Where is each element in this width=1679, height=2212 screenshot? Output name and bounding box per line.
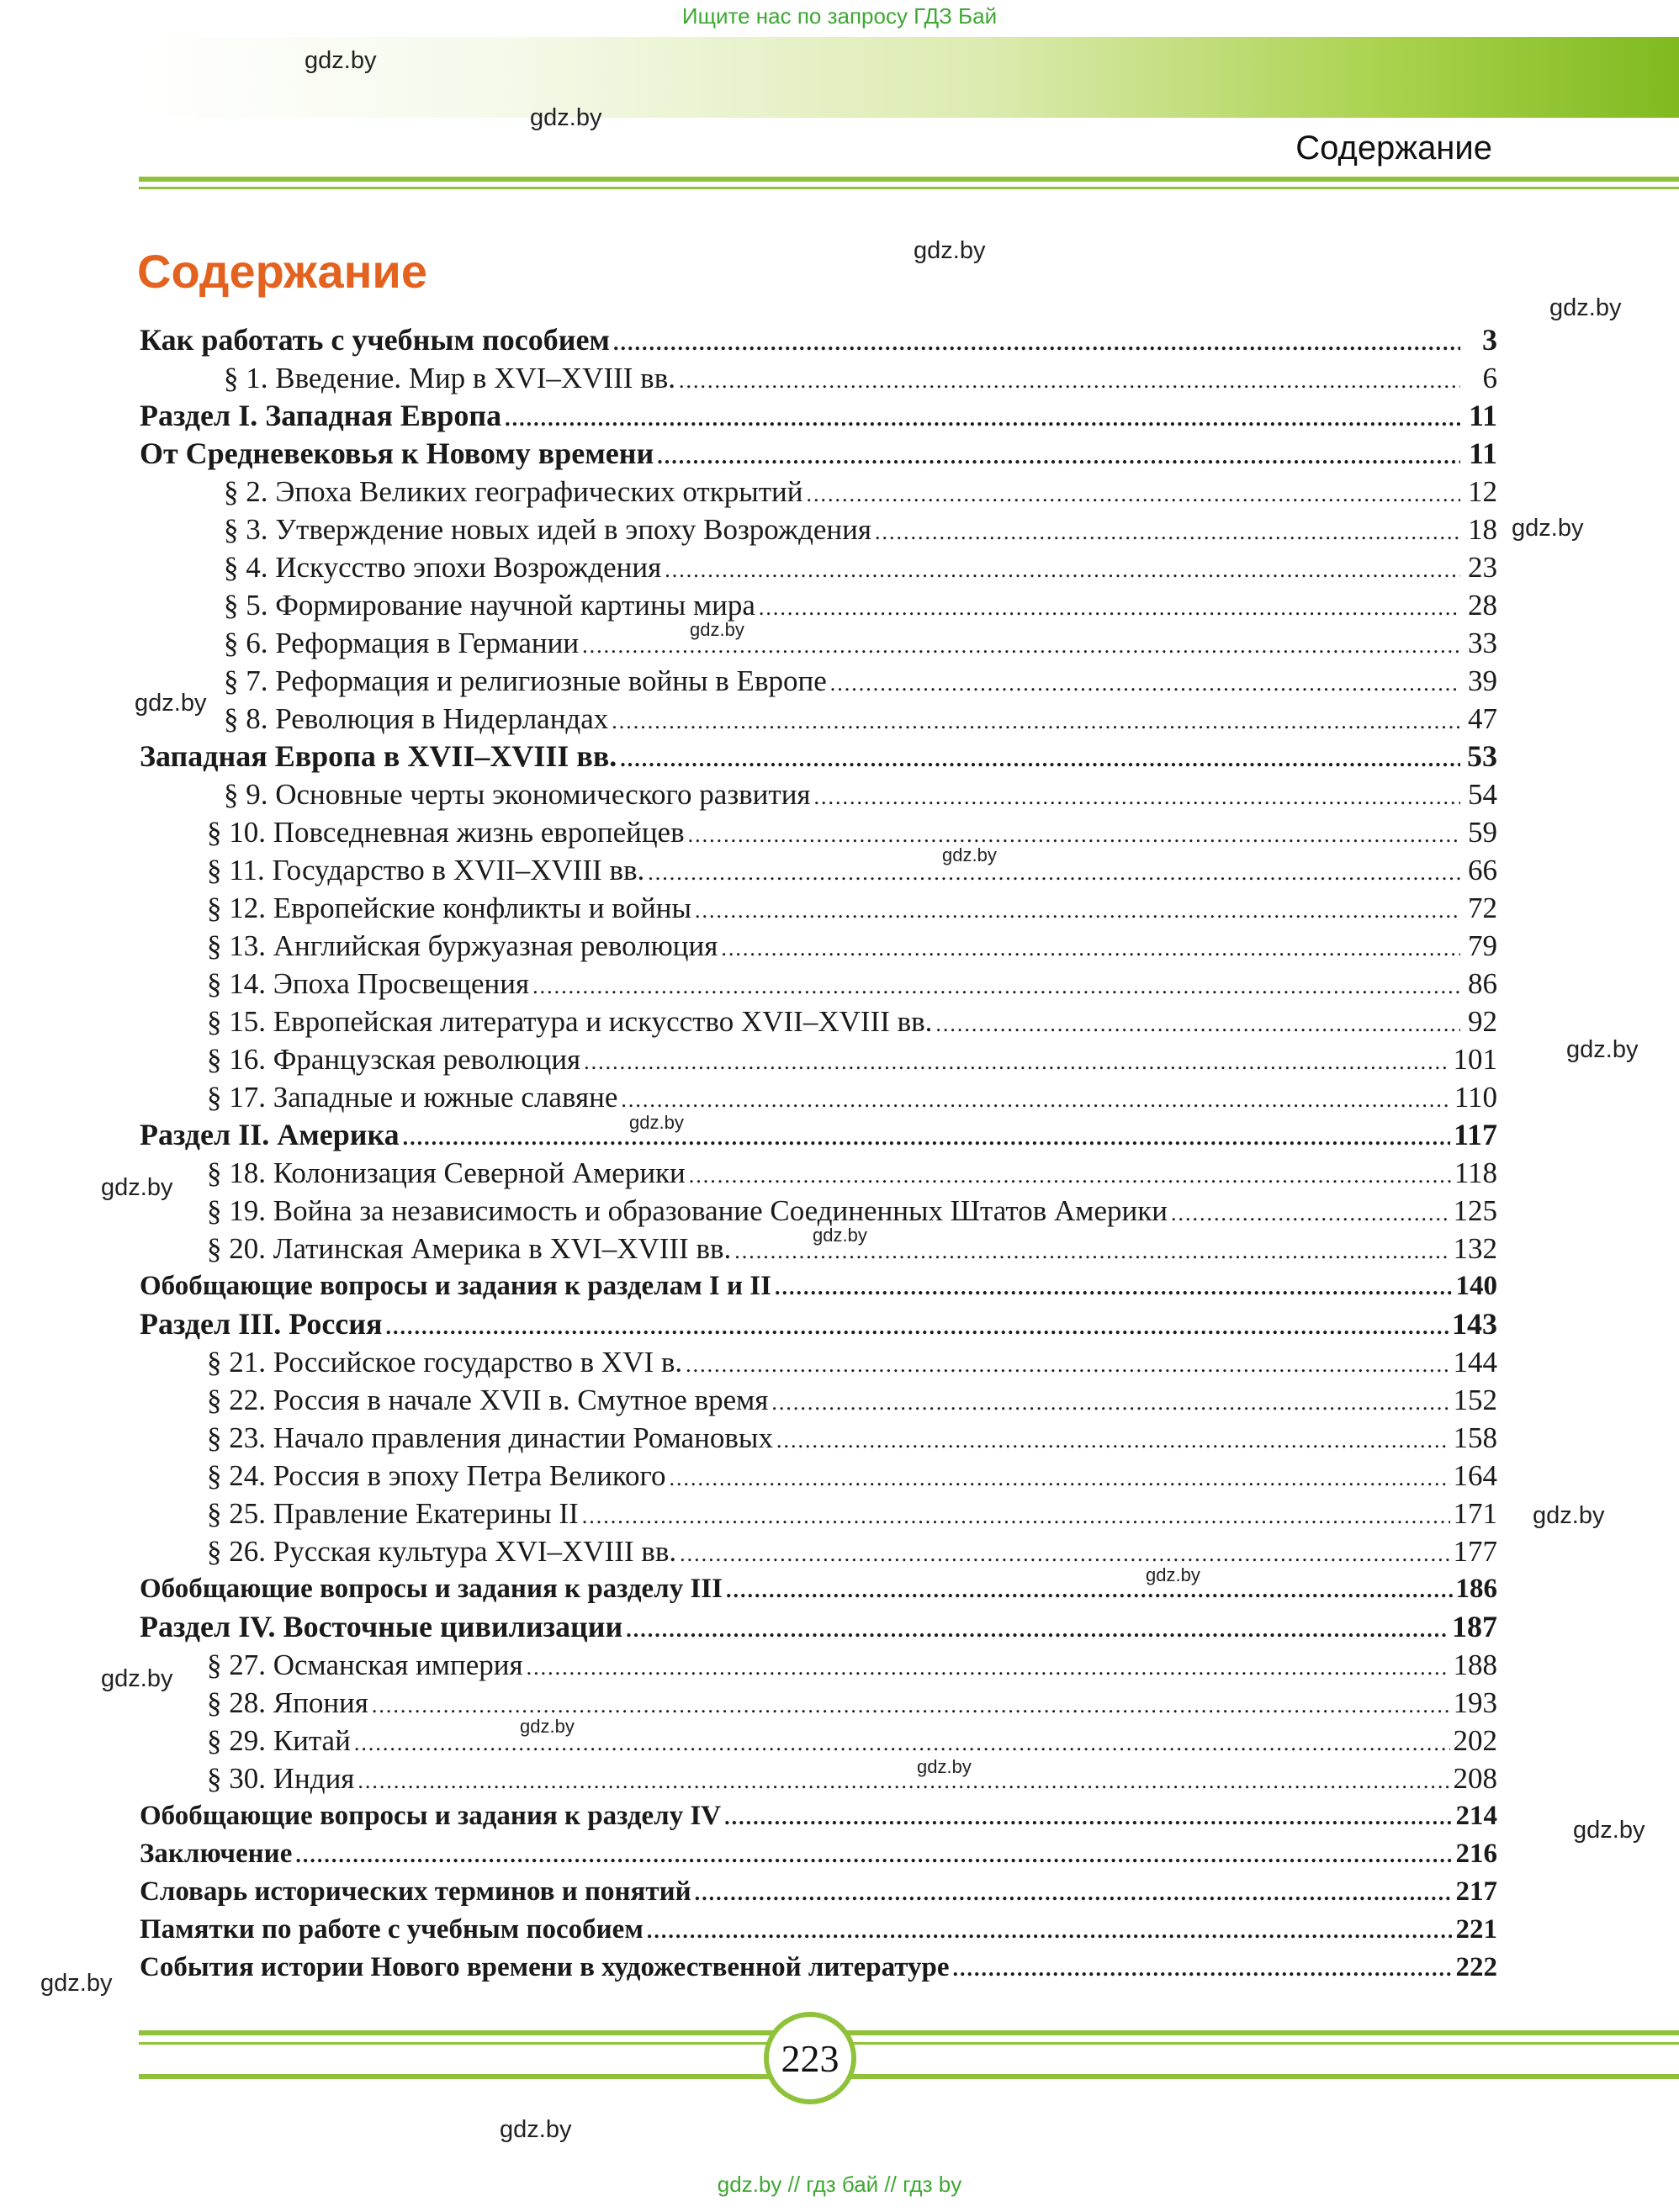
watermark: gdz.by [629, 1112, 684, 1133]
toc-entry-page: 143 [1452, 1307, 1497, 1341]
top-banner[interactable]: Ищите нас по запросу ГДЗ Бай [681, 3, 998, 29]
toc-entry-page: 164 [1453, 1459, 1497, 1492]
toc-entry-label: § 18. Колонизация Северной Америки [207, 1156, 686, 1189]
toc-entry[interactable] [140, 1116, 1497, 1154]
toc-entry-label: § 14. Эпоха Просвещения [207, 967, 530, 1000]
toc-entry-page: 12 [1468, 475, 1497, 508]
toc-entry[interactable] [207, 889, 1497, 927]
toc-entry-label: § 9. Основные черты экономического развития [224, 778, 811, 811]
toc-entry-page: 39 [1468, 664, 1497, 697]
toc-entry-label: § 27. Османская империя [207, 1648, 523, 1681]
toc-entry[interactable] [207, 1722, 1497, 1760]
toc-entry[interactable] [224, 586, 1497, 624]
watermark: gdz.by [1573, 1817, 1645, 1844]
toc-entry[interactable] [224, 359, 1497, 397]
toc-entry-label: § 20. Латинская Америка в XVI–XVIII вв. [207, 1232, 732, 1265]
toc-entry-page: 222 [1455, 1952, 1497, 1982]
toc-entry[interactable] [207, 1760, 1497, 1797]
toc-entry-page: 202 [1453, 1724, 1497, 1757]
toc-entry-label: § 6. Реформация в Германии [224, 627, 580, 659]
toc-entry-label: Как работать с учебным пособием [140, 323, 610, 357]
watermark: gdz.by [942, 844, 997, 865]
toc-entry-page: 140 [1455, 1271, 1497, 1301]
toc-entry-label: § 22. Россия в начале XVII в. Смутное время [207, 1384, 769, 1416]
watermark: gdz.by [500, 2116, 572, 2143]
toc-title: Содержание [137, 245, 427, 298]
header-rule [139, 177, 1679, 182]
toc-entry-label: § 23. Начало правления династии Романовых [207, 1421, 773, 1454]
toc-entry-page: 110 [1454, 1081, 1497, 1114]
toc-entry-label: § 5. Формирование научной картины мира [224, 589, 755, 622]
toc-entry-label: § 12. Европейские конфликты и войны [207, 892, 692, 924]
toc-entry[interactable] [207, 1230, 1497, 1267]
toc-entry-page: 72 [1468, 892, 1497, 924]
watermark: gdz.by [135, 690, 207, 717]
toc-entry-label: § 13. Английская буржуазная революция [207, 929, 718, 962]
toc-entry-label: § 4. Искусство эпохи Возрождения [224, 551, 662, 584]
toc-entry-label: § 17. Западные и южные славяне [207, 1081, 618, 1114]
toc-entry-label: § 10. Повседневная жизнь европейцев [207, 816, 685, 849]
toc-entry-page: 101 [1453, 1043, 1497, 1076]
toc-entry-label: § 3. Утверждение новых идей в эпоху Возрождения [224, 513, 871, 546]
toc-entry-page: 23 [1468, 551, 1497, 584]
footer-rule [139, 2030, 1679, 2035]
watermark: gdz.by [1512, 515, 1584, 542]
toc-entry[interactable] [140, 1835, 1497, 1873]
toc-entry-page: 86 [1468, 967, 1497, 1000]
toc-entry-page: 66 [1468, 854, 1497, 886]
toc-entry[interactable] [207, 813, 1497, 851]
toc-entry-page: 3 [1482, 323, 1497, 357]
toc-entry-page: 216 [1455, 1839, 1497, 1869]
toc-entry-page: 193 [1453, 1686, 1497, 1719]
toc-entry-page: 11 [1468, 399, 1497, 432]
watermark: gdz.by [914, 237, 986, 264]
toc-entry[interactable] [207, 1684, 1497, 1722]
toc-entry[interactable] [224, 548, 1497, 586]
toc-entry-page: 79 [1468, 929, 1497, 962]
toc-entry[interactable] [224, 624, 1497, 662]
toc-entry-label: § 21. Российское государство в XVI в. [207, 1346, 683, 1379]
toc-entry-page: 53 [1467, 739, 1497, 773]
toc-entry-page: 188 [1453, 1648, 1497, 1681]
watermark: gdz.by [101, 1174, 173, 1201]
toc-entry-page: 11 [1468, 437, 1497, 470]
toc-entry[interactable] [224, 700, 1497, 738]
toc-entry[interactable] [207, 1343, 1497, 1381]
footer-rule-thin [139, 2042, 1679, 2045]
bottom-links[interactable]: gdz.by // гдз бай // гдз by [717, 2172, 962, 2197]
toc-entry-page: 186 [1455, 1574, 1497, 1604]
toc-entry-label: От Средневековья к Новому времени [140, 437, 654, 470]
toc-entry-page: 33 [1468, 627, 1497, 659]
watermark: gdz.by [1146, 1564, 1200, 1585]
toc-entry-page: 59 [1468, 816, 1497, 849]
toc-entry-label: § 25. Правление Екатерины II [207, 1497, 579, 1530]
toc-entry[interactable] [140, 1873, 1497, 1911]
toc-entry[interactable] [140, 1911, 1497, 1949]
toc-entry-label: § 28. Япония [207, 1686, 368, 1719]
toc-entry[interactable] [140, 1608, 1497, 1646]
watermark: gdz.by [40, 1970, 113, 1997]
toc-entry-page: 132 [1453, 1232, 1497, 1265]
toc-entry-label: § 7. Реформация и религиозные войны в Европе [224, 664, 827, 697]
toc-entry-label: Раздел III. Россия [140, 1307, 383, 1341]
footer-rule-lower [139, 2074, 1679, 2079]
toc-entry-page: 171 [1453, 1497, 1497, 1530]
toc-entry-label: Обобщающие вопросы и задания к разделу IV [140, 1801, 722, 1831]
toc-entry-label: § 15. Европейская литература и искусство XVII–XVIII вв. [207, 1005, 933, 1038]
toc-entry[interactable] [224, 775, 1497, 813]
toc-entry[interactable] [207, 927, 1497, 965]
toc-entry-page: 117 [1453, 1118, 1497, 1151]
toc-entry[interactable] [140, 1305, 1497, 1343]
watermark: gdz.by [690, 619, 744, 640]
toc-entry[interactable] [207, 1154, 1497, 1192]
toc-entry-label: Заключение [140, 1839, 293, 1869]
toc-entry[interactable] [224, 473, 1497, 511]
watermark: gdz.by [813, 1225, 867, 1246]
toc-entry[interactable] [140, 321, 1497, 359]
toc-entry-page: 177 [1453, 1535, 1497, 1568]
toc-entry[interactable] [140, 1797, 1497, 1835]
toc-entry[interactable] [207, 1381, 1497, 1419]
toc-entry[interactable] [207, 965, 1497, 1003]
page-number: 223 [764, 2012, 856, 2104]
toc-entry[interactable] [207, 851, 1497, 889]
toc-entry-page: 18 [1468, 513, 1497, 546]
toc-entry-page: 92 [1468, 1005, 1497, 1038]
toc-entry-label: § 19. Война за независимость и образование Соединенных Штатов Америки [207, 1194, 1168, 1227]
watermark: gdz.by [305, 47, 377, 74]
toc-entry-label: § 29. Китай [207, 1724, 351, 1757]
toc-entry[interactable] [140, 435, 1497, 473]
toc-entry-label: § 16. Французская революция [207, 1043, 581, 1076]
toc-entry[interactable] [224, 662, 1497, 700]
toc-entry-page: 6 [1482, 362, 1497, 394]
watermark: gdz.by [520, 1716, 575, 1737]
toc-entry[interactable] [207, 1495, 1497, 1532]
toc-entry-page: 54 [1468, 778, 1497, 811]
toc-entry-label: Обобщающие вопросы и задания к разделам I и II [140, 1271, 771, 1301]
toc-entry[interactable] [207, 1078, 1497, 1116]
toc-entry-page: 118 [1454, 1156, 1497, 1189]
toc-entry-page: 47 [1468, 702, 1497, 735]
toc-entry-page: 221 [1455, 1914, 1497, 1945]
toc-entry-page: 187 [1452, 1610, 1497, 1643]
toc-entry-label: § 30. Индия [207, 1762, 355, 1795]
toc-entry-page: 208 [1453, 1762, 1497, 1795]
running-header-title: Содержание [1295, 130, 1492, 167]
toc-entry[interactable] [207, 1192, 1497, 1230]
toc-entry-page: 125 [1453, 1194, 1497, 1227]
toc-entry-label: Раздел IV. Восточные цивилизации [140, 1610, 623, 1643]
toc-entry-label: § 24. Россия в эпоху Петра Великого [207, 1459, 666, 1492]
toc-entry[interactable] [207, 1646, 1497, 1684]
toc-entry-label: Словарь исторических терминов и понятий [140, 1876, 691, 1907]
toc-entry-page: 28 [1468, 589, 1497, 622]
toc-entry[interactable] [140, 1570, 1497, 1608]
watermark: gdz.by [1533, 1502, 1605, 1529]
toc-entry-label: Западная Европа в XVII–XVIII вв. [140, 739, 617, 773]
toc-entry-page: 214 [1455, 1801, 1497, 1831]
toc-entry-label: Раздел II. Америка [140, 1118, 400, 1151]
toc-entry[interactable] [140, 1949, 1497, 1987]
header-rule-thin [139, 187, 1679, 189]
toc-entry[interactable] [140, 397, 1497, 435]
toc-entry-label: Обобщающие вопросы и задания к разделу III [140, 1574, 723, 1604]
watermark: gdz.by [101, 1665, 173, 1692]
watermark: gdz.by [530, 104, 602, 131]
toc-entry[interactable] [207, 1532, 1497, 1570]
watermark: gdz.by [917, 1756, 972, 1777]
watermark: gdz.by [1566, 1036, 1639, 1063]
toc-entry-page: 217 [1455, 1876, 1497, 1907]
toc-entry-label: События истории Нового времени в художественной литературе [140, 1952, 950, 1982]
toc-entry-page: 158 [1453, 1421, 1497, 1454]
toc-entry-label: Раздел I. Западная Европа [140, 399, 502, 432]
toc-entry[interactable] [207, 1457, 1497, 1495]
toc-entry[interactable] [207, 1040, 1497, 1078]
toc-entry[interactable] [140, 1267, 1497, 1305]
toc-entry-label: § 1. Введение. Мир в XVI–XVIII вв. [224, 362, 675, 394]
toc-entry[interactable] [207, 1003, 1497, 1040]
toc-entry-page: 152 [1453, 1384, 1497, 1416]
toc-entry-label: § 26. Русская культура XVI–XVIII вв. [207, 1535, 677, 1568]
toc-entry-label: § 2. Эпоха Великих географических открытий [224, 475, 803, 508]
toc-entry-page: 144 [1453, 1346, 1497, 1379]
toc-entry[interactable] [224, 511, 1497, 548]
toc-entry-label: Памятки по работе с учебным пособием [140, 1914, 644, 1945]
toc-entry-label: § 11. Государство в XVII–XVIII вв. [207, 854, 645, 886]
toc-entry[interactable] [140, 738, 1497, 775]
toc-entry[interactable] [207, 1419, 1497, 1457]
watermark: gdz.by [1549, 294, 1622, 321]
toc-entry-label: § 8. Революция в Нидерландах [224, 702, 609, 735]
